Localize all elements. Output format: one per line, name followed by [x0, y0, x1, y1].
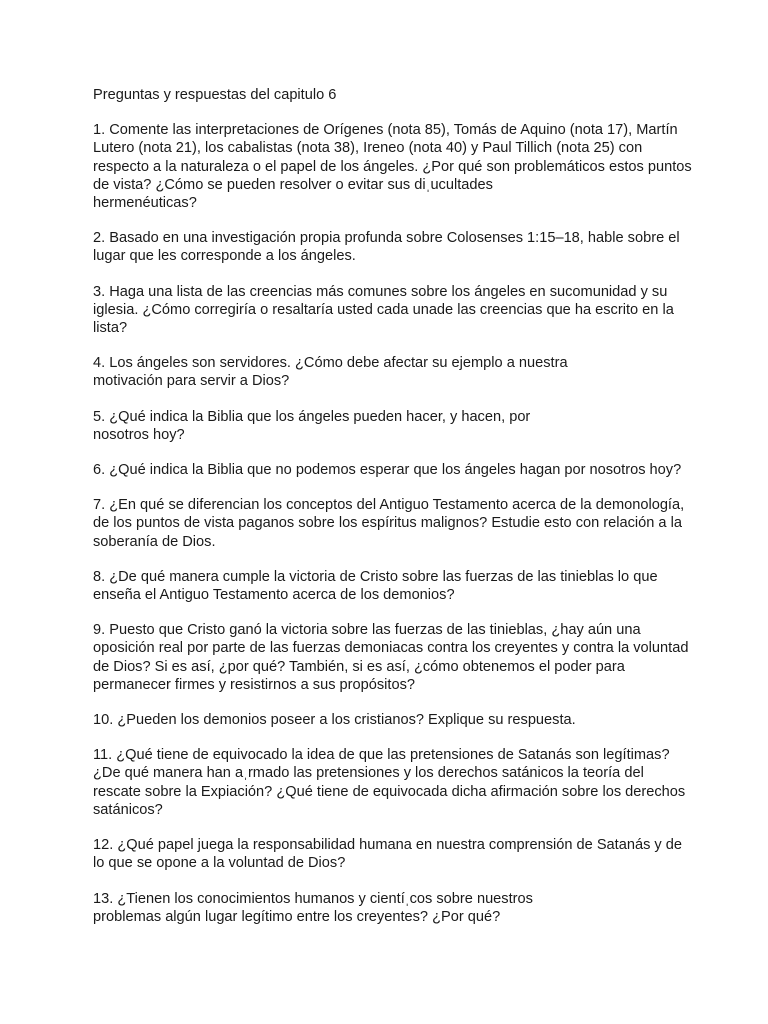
question-line: 8. ¿De qué manera cumple la victoria de Cristo sobre las fuerzas de las tinieblas lo que: [93, 568, 658, 585]
question-line: de vista? ¿Cómo se pueden resolver o evitar sus diˌucultades: [93, 176, 493, 193]
question-line: de Dios? Si es así, ¿por qué? También, si es así, ¿cómo obtenemos el poder para: [93, 658, 625, 675]
question-line: 9. Puesto que Cristo ganó la victoria sobre las fuerzas de las tinieblas, ¿hay aún una: [93, 622, 641, 639]
question-3: [93, 283, 683, 338]
question-line: de los puntos de vista paganos sobre los espíritus malignos? Estudie esto con relación a la: [93, 515, 682, 532]
document-title: Preguntas y respuestas del capitulo 6: [93, 87, 337, 103]
question-line: hermenéuticas?: [93, 195, 197, 212]
question-line: 2. Basado en una investigación propia profunda sobre Colosenses 1:15–18, hable sobre el: [93, 230, 680, 247]
question-8: [93, 568, 683, 604]
question-10: [93, 711, 683, 729]
question-11: [93, 746, 686, 819]
question-5: [93, 408, 683, 444]
question-line: Lutero (nota 21), los cabalistas (nota 38), Ireneo (nota 40) y Paul Tillich (nota 25) con: [93, 140, 643, 157]
question-line: enseña el Antiguo Testamento acerca de los demonios?: [93, 587, 455, 604]
question-6: [93, 461, 683, 479]
question-line: iglesia. ¿Cómo corregiría o resaltaría usted cada unade las creencias que ha escrito en la: [93, 301, 674, 318]
question-line: permanecer firmes y resistirnos a sus propósitos?: [93, 676, 415, 693]
document-page: [93, 86, 692, 943]
question-line: ¿De qué manera han aˌrmado las pretensiones y los derechos satánicos la teoría del: [93, 765, 644, 782]
question-line: satánicos?: [93, 801, 163, 818]
question-line: motivación para servir a Dios?: [93, 373, 290, 390]
question-1: [93, 121, 692, 212]
question-line: 1. Comente las interpretaciones de Orígenes (nota 85), Tomás de Aquino (nota 17), Martín: [93, 122, 678, 139]
question-7: [93, 496, 683, 551]
question-line: 5. ¿Qué indica la Biblia que los ángeles pueden hacer, y hacen, por: [93, 408, 531, 425]
question-line: rescate sobre la Expiación? ¿Qué tiene de equivocada dicha afirmación sobre los derechos: [93, 783, 686, 800]
question-2: [93, 229, 683, 265]
question-13: [93, 890, 683, 926]
question-line: nosotros hoy?: [93, 426, 185, 443]
question-line: oposición real por parte de las fuerzas demoniacas contra los creyentes y contra la voluntad: [93, 640, 689, 657]
question-line: 6. ¿Qué indica la Biblia que no podemos esperar que los ángeles hagan por nosotros hoy?: [93, 462, 682, 479]
question-line: 13. ¿Tienen los conocimientos humanos y cientíˌcos sobre nuestros: [93, 890, 533, 907]
question-4: [93, 354, 683, 390]
question-line: 4. Los ángeles son servidores. ¿Cómo debe afectar su ejemplo a nuestra: [93, 355, 568, 372]
question-line: 11. ¿Qué tiene de equivocado la idea de que las pretensiones de Satanás son legítimas?: [93, 747, 670, 764]
question-line: problemas algún lugar legítimo entre los creyentes? ¿Por qué?: [93, 908, 501, 925]
question-line: 12. ¿Qué papel juega la responsabilidad humana en nuestra comprensión de Satanás y de: [93, 837, 683, 854]
question-line: lo que se opone a la voluntad de Dios?: [93, 855, 346, 872]
question-list: [93, 121, 692, 926]
question-line: lista?: [93, 320, 128, 337]
question-line: lugar que les corresponde a los ángeles.: [93, 248, 356, 265]
question-line: respecto a la naturaleza o el papel de los ángeles. ¿Por qué son problemáticos estos puntos: [93, 158, 692, 175]
question-line: soberanía de Dios.: [93, 533, 216, 550]
question-line: 7. ¿En qué se diferencian los conceptos del Antiguo Testamento acerca de la demonología,: [93, 497, 685, 514]
question-12: [93, 836, 683, 872]
question-line: 3. Haga una lista de las creencias más comunes sobre los ángeles en sucomunidad y su: [93, 283, 668, 300]
question-9: [93, 621, 689, 694]
question-line: 10. ¿Pueden los demonios poseer a los cristianos? Explique su respuesta.: [93, 712, 576, 729]
